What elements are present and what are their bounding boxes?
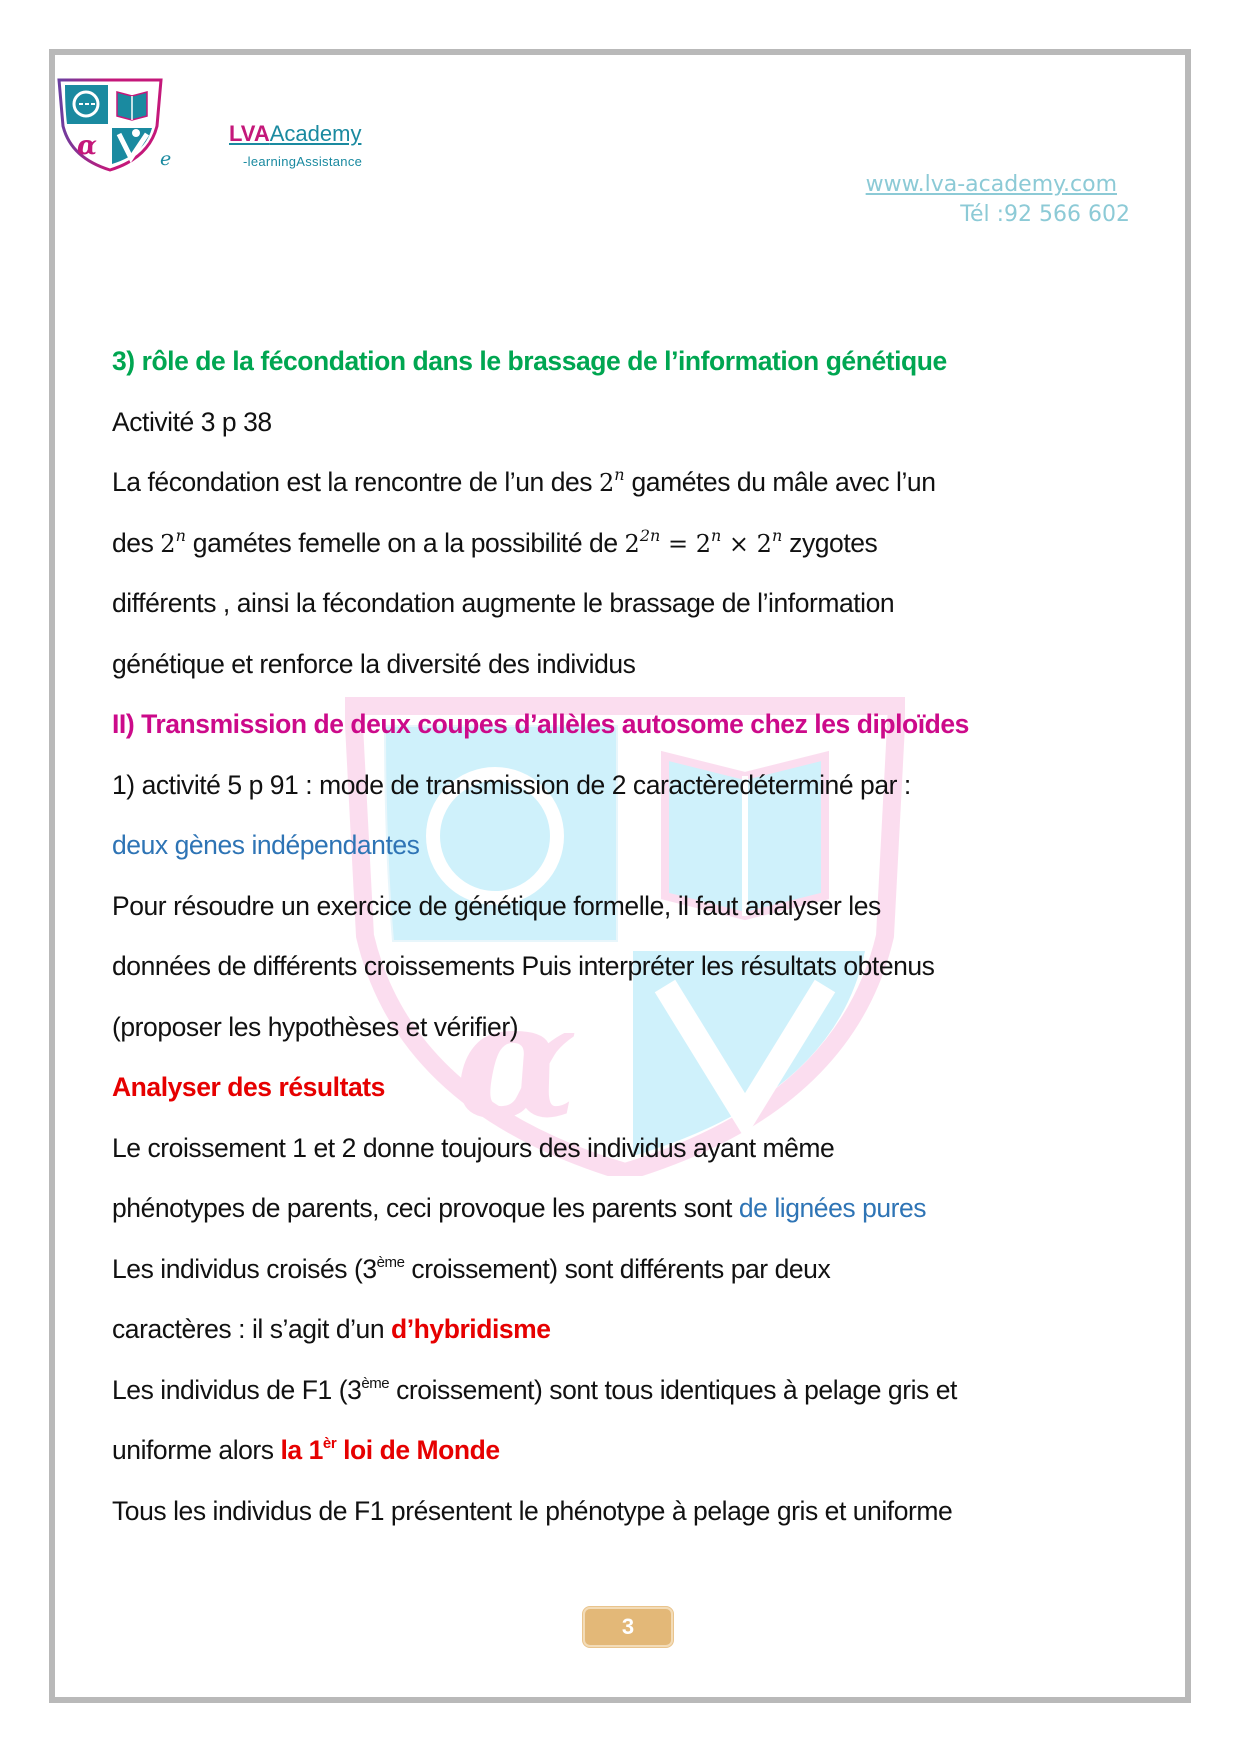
paragraph-line: Tous les individus de F1 présentent le phénotype à pelage gris et uniforme (112, 1495, 953, 1526)
math-base: 2 (599, 469, 615, 497)
brand-lva: LVA (229, 121, 270, 146)
text-span: Les individus de F1 (3 (112, 1374, 362, 1405)
website-link[interactable]: www.lva-academy.com (865, 172, 1117, 197)
math-times: × (721, 529, 757, 558)
math-base: 2 (160, 529, 176, 558)
text-span: gamétes femelle on a la possibilité de (185, 527, 625, 558)
paragraph-line: Pour résoudre un exercice de génétique formelle, il faut analyser les (112, 890, 881, 921)
text-span: uniforme alors (112, 1435, 281, 1465)
highlight-loi-mendel (281, 1435, 500, 1465)
math-2-pow-n (160, 525, 186, 558)
section-heading-fecondation: 3) rôle de la fécondation dans le brassage de l’information génétique (112, 346, 947, 376)
math-exponent: n (175, 525, 186, 545)
section-heading-transmission: II) Transmission de deux coupes d’allèles autosome chez les diploïdes (112, 709, 969, 739)
text-span: Les individus croisés (3 (112, 1253, 377, 1284)
paragraph-line (112, 1190, 1132, 1251)
paragraph-line: (proposer les hypothèses et vérifier) (112, 1011, 519, 1042)
superscript: èr (322, 1435, 337, 1452)
paragraph-line: génétique et renforce la diversité des individus (112, 648, 636, 679)
text-span: La fécondation est la rencontre de l’un des (112, 467, 599, 497)
superscript: ème (376, 1253, 405, 1271)
paragraph-line (112, 1251, 1132, 1312)
text-span: phénotypes de parents, ceci provoque les parents sont (112, 1193, 739, 1223)
math-equals: = (660, 529, 696, 558)
text-span: croissement) sont tous identiques à pelage gris et (389, 1374, 957, 1405)
activity-reference: Activité 3 p 38 (112, 406, 272, 437)
math-exponent: n (771, 525, 783, 545)
math-equation (624, 525, 783, 558)
highlight-hybridisme: d’hybridisme (391, 1314, 551, 1344)
math-2-pow-n (599, 465, 625, 497)
text-span: la 1 (280, 1435, 323, 1465)
highlight-genes: deux gènes indépendantes (112, 830, 420, 860)
text-span: des (112, 527, 161, 558)
paragraph-line (112, 1432, 1132, 1493)
text-span: loi de Monde (336, 1435, 500, 1465)
highlight-lignees-pures: de lignées pures (738, 1193, 927, 1223)
svg-text:α: α (455, 966, 579, 1154)
logo-e-letter: e (160, 148, 172, 170)
page-number-badge: 3 (583, 1607, 673, 1647)
text-span: zygotes (782, 527, 878, 558)
paragraph-line: données de différents croissements Puis interpréter les résultats obtenus (112, 951, 935, 981)
paragraph-line (112, 525, 1132, 586)
paragraph-line (112, 1311, 1132, 1372)
superscript: ème (361, 1374, 390, 1392)
text-span: caractères : il s’agit d’un (112, 1314, 392, 1344)
math-base: 2 (756, 529, 772, 558)
paragraph-line: Le croissement 1 et 2 donne toujours des individus ayant même (112, 1132, 835, 1163)
math-base: 2 (624, 529, 640, 558)
subheading-analyse: Analyser des résultats (112, 1072, 385, 1102)
math-exponent: n (710, 525, 722, 545)
brand-name[interactable] (229, 121, 361, 147)
brand-academy: Academy (269, 121, 362, 146)
paragraph-line: différents , ainsi la fécondation augmente le brassage de l’information (112, 588, 895, 618)
math-exponent: n (614, 465, 625, 484)
activity-reference: 1) activité 5 p 91 : mode de transmission de 2 caractèredéterminé par : (112, 769, 911, 800)
paragraph-line (112, 464, 1132, 525)
text-span: croissement) sont différents par deux (404, 1253, 831, 1284)
lva-academy-logo (57, 78, 163, 172)
brand-tagline: -learningAssistance (243, 154, 363, 169)
svg-text:α: α (77, 131, 98, 161)
math-exponent: 2n (639, 525, 661, 545)
math-base: 2 (695, 529, 711, 558)
paragraph-line (112, 1372, 1132, 1433)
phone-number: Tél :92 566 602 (960, 202, 1130, 227)
document-body (112, 343, 1132, 1553)
text-span: gamétes du mâle avec l’un (624, 467, 936, 497)
